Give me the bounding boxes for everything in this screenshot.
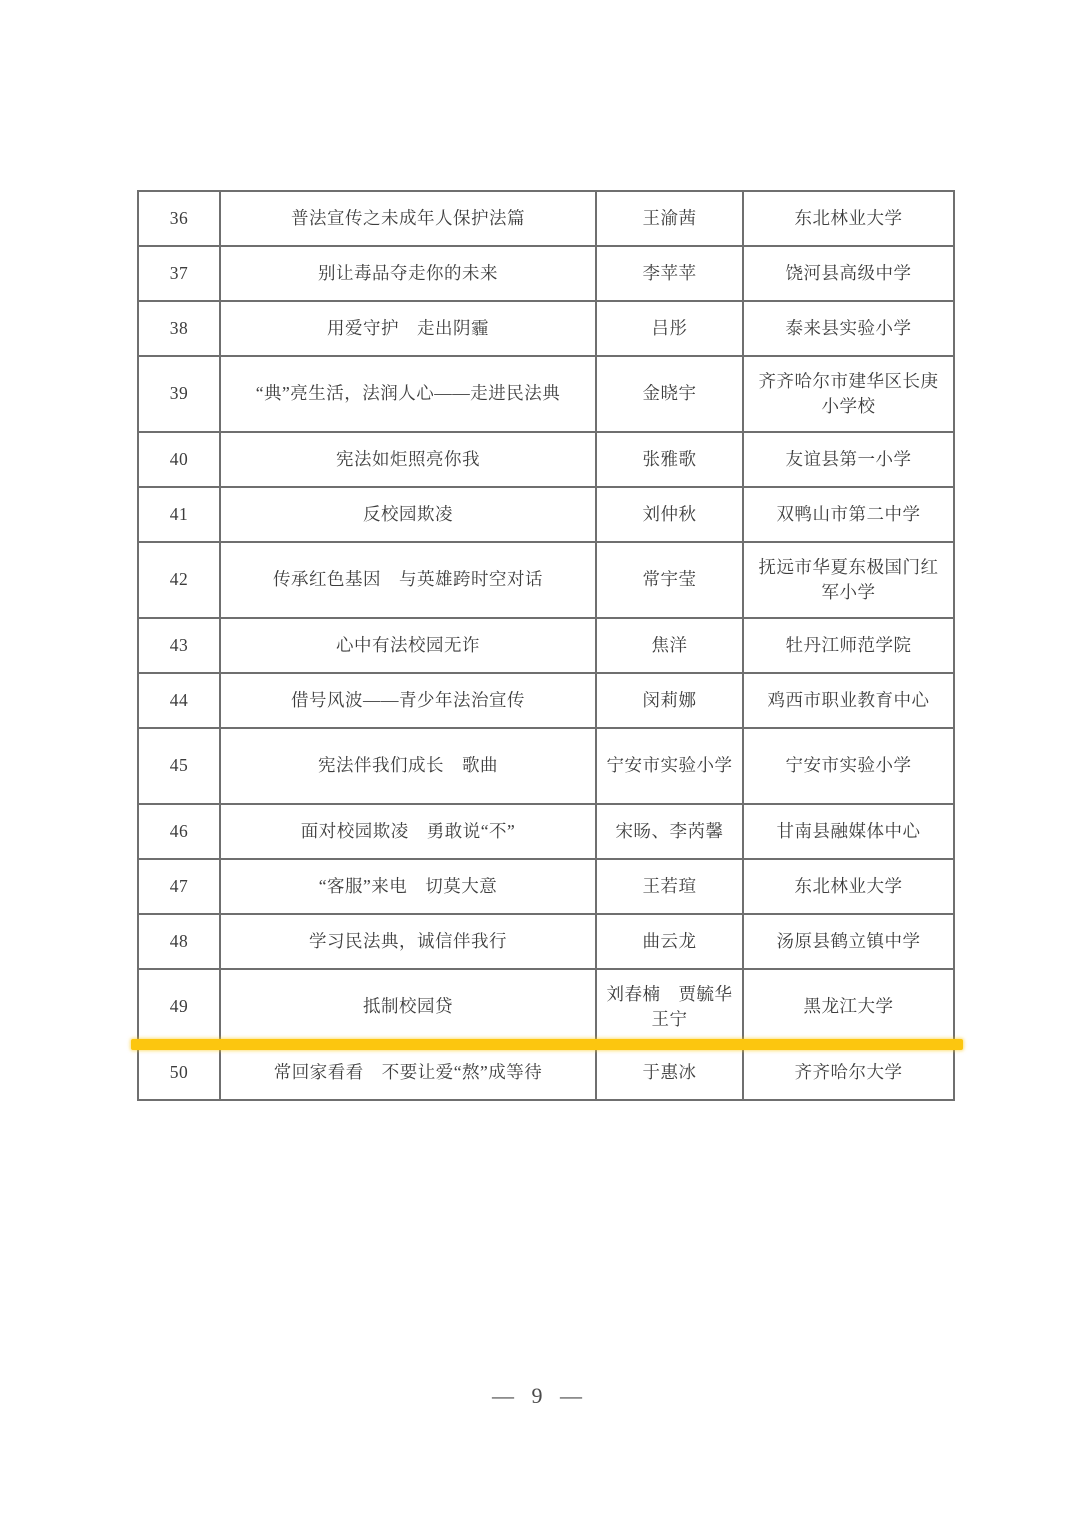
org-cell: 宁安市实验小学	[743, 728, 954, 804]
row-number-cell: 39	[138, 356, 220, 432]
title-cell: 面对校园欺凌 勇敢说“不”	[220, 804, 596, 859]
title-cell: 用爱守护 走出阴霾	[220, 301, 596, 356]
org-cell: 饶河县高级中学	[743, 246, 954, 301]
row-number-cell: 42	[138, 542, 220, 618]
row-number-cell: 45	[138, 728, 220, 804]
org-cell: 黑龙江大学	[743, 969, 954, 1045]
table-row	[138, 914, 954, 969]
author-cell: 金晓宇	[596, 356, 743, 432]
row-number-cell: 43	[138, 618, 220, 673]
org-cell: 牡丹江师范学院	[743, 618, 954, 673]
author-cell: 李苹苹	[596, 246, 743, 301]
results-table-container	[137, 190, 953, 1101]
row-number-cell: 47	[138, 859, 220, 914]
row-number-cell: 37	[138, 246, 220, 301]
title-cell: 普法宣传之未成年人保护法篇	[220, 191, 596, 246]
org-cell: 抚远市华夏东极国门红军小学	[743, 542, 954, 618]
org-cell: 泰来县实验小学	[743, 301, 954, 356]
table-row	[138, 542, 954, 618]
title-cell: “客服”来电 切莫大意	[220, 859, 596, 914]
table-row	[138, 728, 954, 804]
row-number-cell: 41	[138, 487, 220, 542]
author-cell: 曲云龙	[596, 914, 743, 969]
author-cell: 王若瑄	[596, 859, 743, 914]
row-number-cell: 40	[138, 432, 220, 487]
title-cell: 借号风波——青少年法治宣传	[220, 673, 596, 728]
org-cell: 双鸭山市第二中学	[743, 487, 954, 542]
table-row	[138, 804, 954, 859]
author-cell: 宋旸、李芮馨	[596, 804, 743, 859]
author-cell: 王渝茜	[596, 191, 743, 246]
org-cell: 汤原县鹤立镇中学	[743, 914, 954, 969]
org-cell: 鸡西市职业教育中心	[743, 673, 954, 728]
row-number-cell: 46	[138, 804, 220, 859]
table-row	[138, 432, 954, 487]
org-cell: 齐齐哈尔市建华区长庚小学校	[743, 356, 954, 432]
title-cell: 宪法伴我们成长 歌曲	[220, 728, 596, 804]
row-number-cell: 36	[138, 191, 220, 246]
table-row	[138, 673, 954, 728]
table-row	[138, 969, 954, 1045]
title-cell: 常回家看看 不要让爱“熬”成等待	[220, 1045, 596, 1100]
row-number-cell: 44	[138, 673, 220, 728]
org-cell: 东北林业大学	[743, 859, 954, 914]
author-cell: 闵莉娜	[596, 673, 743, 728]
org-cell: 友谊县第一小学	[743, 432, 954, 487]
org-cell: 甘南县融媒体中心	[743, 804, 954, 859]
title-cell: 反校园欺凌	[220, 487, 596, 542]
page-number: — 9 —	[492, 1383, 588, 1408]
author-cell: 吕彤	[596, 301, 743, 356]
author-cell: 焦洋	[596, 618, 743, 673]
table-row	[138, 301, 954, 356]
highlight-band	[131, 1039, 963, 1050]
table-row	[138, 1045, 954, 1100]
author-cell: 刘仲秋	[596, 487, 743, 542]
org-cell: 齐齐哈尔大学	[743, 1045, 954, 1100]
table-row	[138, 859, 954, 914]
title-cell: 宪法如炬照亮你我	[220, 432, 596, 487]
title-cell: 传承红色基因 与英雄跨时空对话	[220, 542, 596, 618]
author-cell: 常宇莹	[596, 542, 743, 618]
table-row	[138, 356, 954, 432]
author-cell: 张雅歌	[596, 432, 743, 487]
results-table	[137, 190, 955, 1101]
author-cell: 于惠冰	[596, 1045, 743, 1100]
table-row	[138, 246, 954, 301]
title-cell: 别让毒品夺走你的未来	[220, 246, 596, 301]
author-cell: 宁安市实验小学	[596, 728, 743, 804]
title-cell: 心中有法校园无诈	[220, 618, 596, 673]
title-cell: 学习民法典，诚信伴我行	[220, 914, 596, 969]
title-cell: “典”亮生活，法润人心——走进民法典	[220, 356, 596, 432]
table-row	[138, 487, 954, 542]
row-number-cell: 38	[138, 301, 220, 356]
author-cell: 刘春楠 贾毓华 王宁	[596, 969, 743, 1045]
org-cell: 东北林业大学	[743, 191, 954, 246]
row-number-cell: 49	[138, 969, 220, 1045]
row-number-cell: 48	[138, 914, 220, 969]
table-row	[138, 618, 954, 673]
title-cell: 抵制校园贷	[220, 969, 596, 1045]
row-number-cell: 50	[138, 1045, 220, 1100]
table-row	[138, 191, 954, 246]
